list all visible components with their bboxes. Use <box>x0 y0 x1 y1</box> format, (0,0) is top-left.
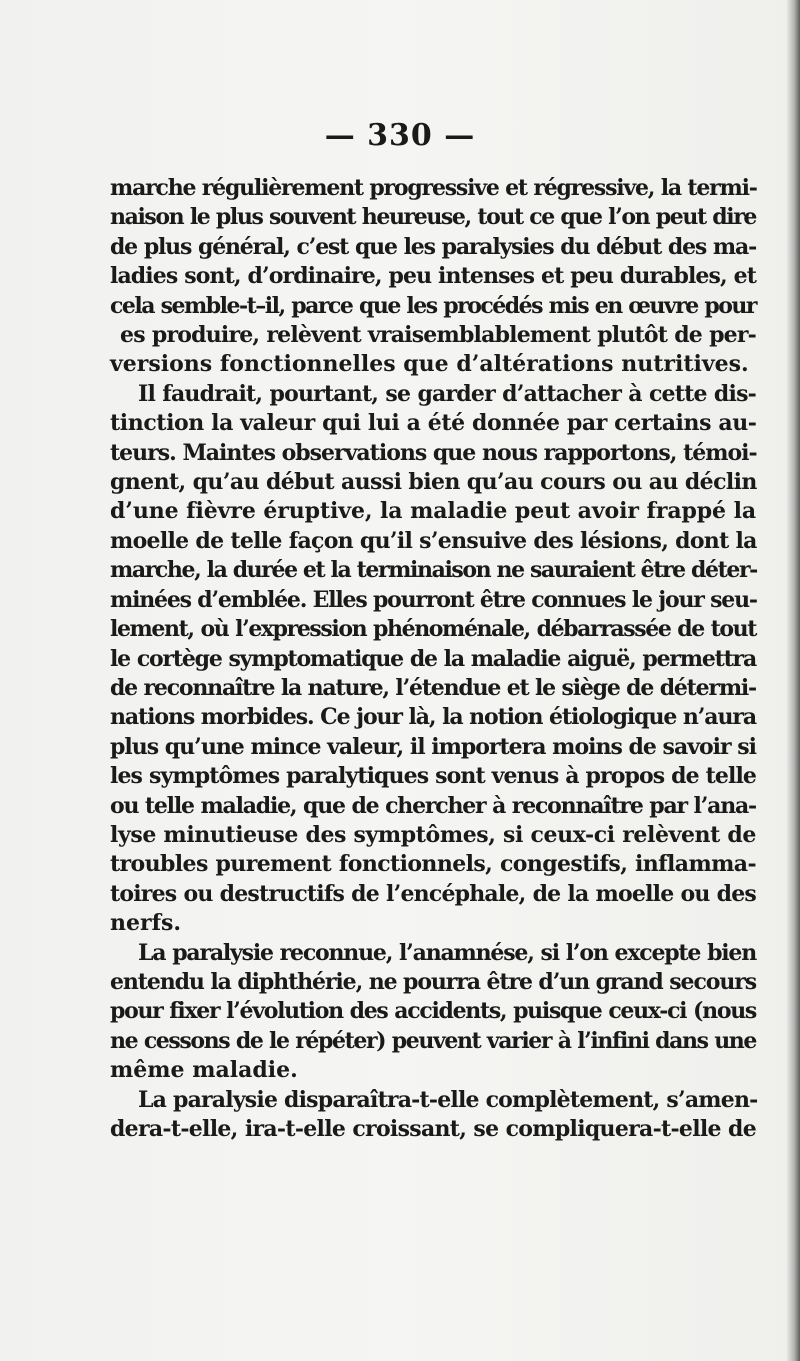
text-line: minées d’emblée. Elles pourront être connues le jour seu- <box>110 586 757 613</box>
text-line: marche, la durée et la terminaison ne sauraient être déter- <box>110 557 757 584</box>
text-line: dera-t-elle, ira-t-elle croissant, se compliquera-t-elle de <box>110 1116 756 1142</box>
text-line: cela semble-t–il, parce que les procédés mis en œuvre pour <box>110 292 756 319</box>
text-line: teurs. Maintes observations que nous rapportons, témoi- <box>110 439 757 466</box>
text-line: même maladie. <box>110 1057 298 1084</box>
text-line: pour fixer l’évolution des accidents, puisque ceux-ci (nous <box>110 998 756 1025</box>
text-line: plus qu’une mince valeur, il importera moins de savoir si <box>110 733 757 760</box>
text-line: nations morbides. Ce jour là, la notion étiologique n’aura <box>110 704 756 731</box>
text-line: de reconnaître la nature, l’étendue et le siège de détermi- <box>110 674 756 701</box>
text-line: nerfs. <box>110 910 182 937</box>
text-line: de plus général, c’est que les paralysies du début des ma- <box>110 233 756 260</box>
text-line: ladies sont, d’ordinaire, peu intenses et peu durables, et <box>110 263 756 290</box>
text-line: entendu la diphthérie, ne pourra être d’un grand secours <box>110 968 756 995</box>
text-line: toires ou destructifs de l’encéphale, de la moelle ou des <box>110 880 756 907</box>
body-text <box>110 174 756 1144</box>
text-line: le cortège symptomatique de la maladie aiguë, permettra <box>110 645 756 672</box>
text-line: Il faudrait, pourtant, se garder d’attacher à cette dis- <box>138 380 756 407</box>
text-line: gnent, qu’au début aussi bien qu’au cours ou au déclin <box>110 469 757 496</box>
text-line: La paralysie reconnue, l’anamnése, si l’on excepte bien <box>138 939 756 966</box>
text-line: les symptômes paralytiques sont venus à propos de telle <box>110 763 756 790</box>
page-edge-shadow <box>786 0 800 1361</box>
text-line: lyse minutieuse des symptômes, si ceux-ci relèvent de <box>110 821 756 848</box>
text-line: naison le plus souvent heureuse, tout ce que l’on peut dire <box>110 204 756 231</box>
text-line: ou telle maladie, que de chercher à reconnaître par l’ana- <box>110 792 756 819</box>
text-line: d’une fièvre éruptive, la maladie peut avoir frappé la <box>110 498 756 525</box>
text-line: lement, où l’expression phénoménale, débarrassée de tout <box>110 616 756 643</box>
text-line: tinction la valeur qui lui a été donnée par certains au- <box>110 410 757 437</box>
text-line: troubles purement fonctionnels, congestifs, inflamma- <box>110 851 756 878</box>
text-line: moelle de telle façon qu’il s’ensuive des lésions, dont la <box>110 527 757 554</box>
text-line: es produire, relèvent vraisemblablement plutôt de per- <box>120 322 756 349</box>
page-number-header: — 330 — <box>324 118 476 153</box>
text-line: ne cessons de le répéter) peuvent varier à l’infini dans une <box>110 1027 756 1054</box>
text-line: La paralysie disparaîtra-t-elle complètement, s’amen- <box>138 1086 758 1113</box>
text-line: versions fonctionnelles que d’altérations nutritives. <box>110 351 749 378</box>
text-line: marche régulièrement progressive et régressive, la termi- <box>110 175 757 201</box>
